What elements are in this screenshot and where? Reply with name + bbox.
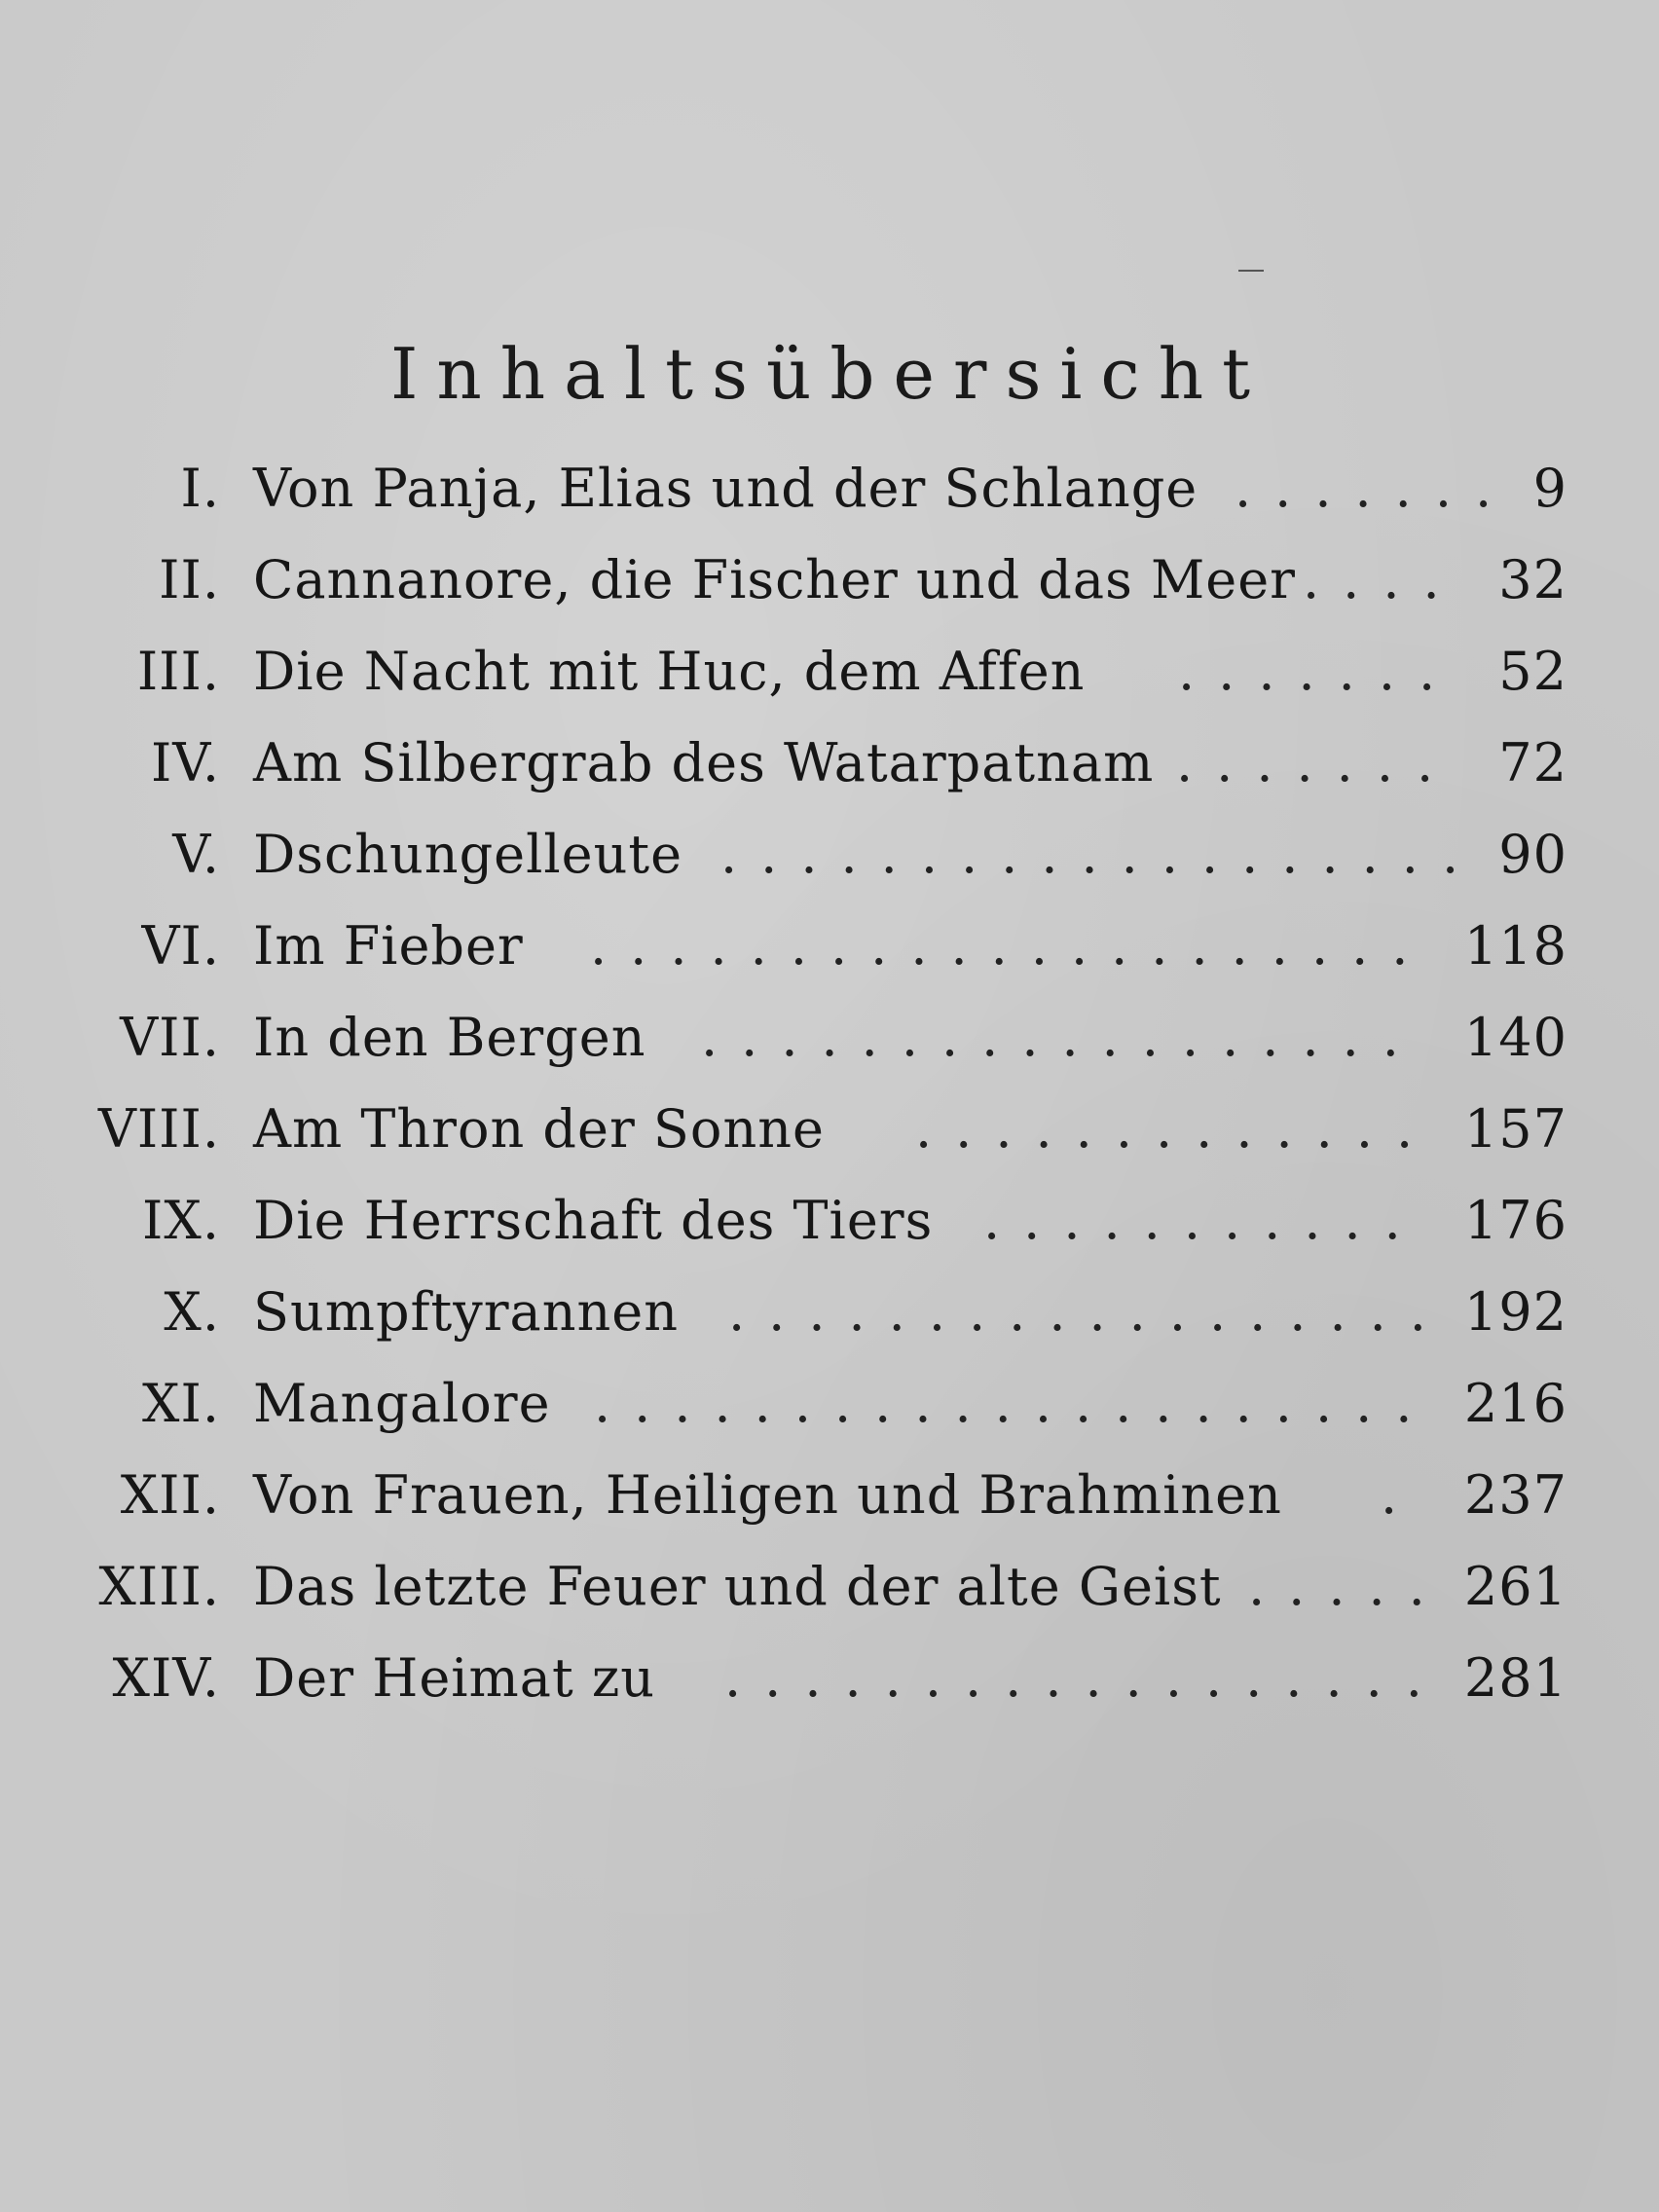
chapter-title: Dschungelleute [253, 824, 683, 885]
page-number: 176 [1463, 1190, 1567, 1251]
page-number: 72 [1498, 732, 1567, 793]
chapter-numeral: V. [172, 824, 220, 885]
toc-entry [0, 443, 1659, 535]
dot-leader: . [1381, 1464, 1421, 1526]
dot-leader: ..................... [590, 915, 1432, 977]
page-number: 237 [1463, 1464, 1567, 1526]
chapter-title: Sumpftyrannen [253, 1281, 680, 1343]
dot-leader: ....... [1178, 641, 1459, 702]
chapter-title: Die Nacht mit Huc, dem Affen [253, 641, 1086, 702]
toc-entry [0, 626, 1659, 718]
toc-entry [0, 535, 1659, 626]
chapter-numeral: IX. [142, 1190, 220, 1251]
page-number: 192 [1463, 1281, 1567, 1343]
chapter-title: Am Silbergrab des Watarpatnam [253, 732, 1155, 793]
page-title: Inhaltsübersicht [389, 333, 1270, 416]
dot-leader: ..... [1248, 1556, 1449, 1617]
chapter-title: Von Panja, Elias und der Schlange [253, 458, 1198, 519]
printer-mark [1238, 270, 1264, 272]
dot-leader: ............. [915, 1098, 1437, 1160]
dot-leader: .................. [724, 1647, 1446, 1709]
page-number: 32 [1498, 549, 1567, 610]
toc-entry [0, 1633, 1659, 1724]
dot-leader: ..................... [594, 1373, 1436, 1434]
toc-entry [0, 992, 1659, 1084]
chapter-title: In den Bergen [253, 1007, 646, 1068]
chapter-title: Von Frauen, Heiligen und Brahminen [253, 1464, 1282, 1526]
page-number: 216 [1463, 1373, 1567, 1434]
page-number: 140 [1463, 1007, 1567, 1068]
chapter-numeral: XIV. [112, 1647, 220, 1709]
chapter-numeral: VII. [120, 1007, 220, 1068]
dot-leader: ....... [1176, 732, 1457, 793]
page-number: 52 [1498, 641, 1567, 702]
chapter-title: Im Fieber [253, 915, 524, 977]
page-number: 261 [1463, 1556, 1567, 1617]
chapter-numeral: VI. [141, 915, 220, 977]
dot-leader: .... [1303, 549, 1463, 610]
page-number: 281 [1463, 1647, 1567, 1709]
chapter-title: Die Herrschaft des Tiers [253, 1190, 934, 1251]
dot-leader: ....... [1235, 458, 1516, 519]
toc-entry [0, 901, 1659, 992]
toc-entry [0, 1541, 1659, 1633]
chapter-numeral: XIII. [98, 1556, 220, 1617]
page-number: 157 [1463, 1098, 1567, 1160]
page-number: 118 [1463, 915, 1567, 977]
chapter-numeral: X. [164, 1281, 220, 1343]
chapter-title: Der Heimat zu [253, 1647, 656, 1709]
chapter-title: Cannanore, die Fischer und das Meer [253, 549, 1296, 610]
chapter-numeral: VIII. [97, 1098, 220, 1160]
dot-leader: ................... [720, 824, 1483, 885]
chapter-title: Das letzte Feuer und der alte Geist [253, 1556, 1222, 1617]
dot-leader: ........... [983, 1190, 1424, 1251]
toc-entry [0, 1267, 1659, 1358]
dot-leader: .................. [701, 1007, 1422, 1068]
page-number: 90 [1498, 824, 1567, 885]
chapter-numeral: XII. [120, 1464, 220, 1526]
chapter-numeral: III. [136, 641, 220, 702]
chapter-title: Am Thron der Sonne [253, 1098, 825, 1160]
toc-entry [0, 1450, 1659, 1541]
toc-entry [0, 718, 1659, 809]
toc-entry [0, 1358, 1659, 1450]
dot-leader: .................. [728, 1281, 1450, 1343]
chapter-numeral: IV. [150, 732, 220, 793]
toc-entry [0, 1175, 1659, 1267]
chapter-numeral: I. [180, 458, 220, 519]
chapter-numeral: II. [159, 549, 220, 610]
chapter-numeral: XI. [142, 1373, 220, 1434]
chapter-title: Mangalore [253, 1373, 551, 1434]
page-number: 9 [1532, 458, 1567, 519]
toc-entry [0, 1084, 1659, 1175]
toc-entry [0, 809, 1659, 901]
